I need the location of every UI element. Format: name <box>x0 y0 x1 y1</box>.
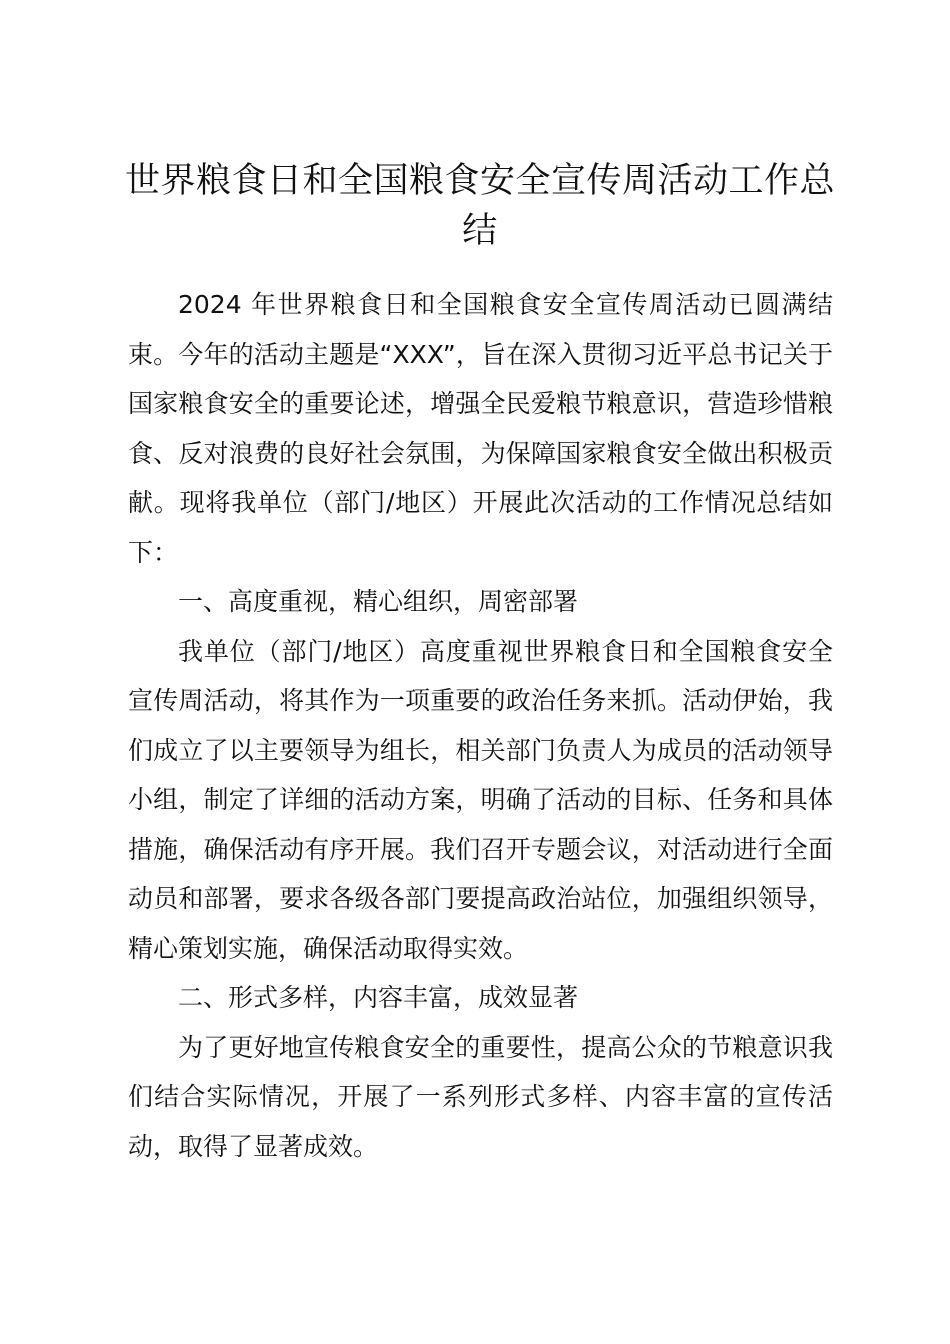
document-title: 世界粮食日和全国粮食安全宣传周活动工作总结 <box>124 161 835 251</box>
section-1-paragraph: 我单位（部门/地区）高度重视世界粮食日和全国粮食安全宣传周活动，将其作为一项重要的政治任务来抓。活动伊始，我们成立了以主要领导为组长，相关部门负责人为成员的活动领导小组，制定了详细的活动方案，明确了活动的目标、任务和具体措施，确保活动有序开展。我们召开专题会议，对活动进行全面动员和部署，要求各级各部门要提高政治站位，加强组织领导，精心策划实施，确保活动取得实效。 <box>128 636 833 963</box>
section-heading-1: 一、高度重视，精心组织，周密部署 <box>178 587 579 616</box>
document-body <box>128 280 833 1171</box>
section-heading-2: 二、形式多样，内容丰富，成效显著 <box>178 983 579 1012</box>
section-2-paragraph: 为了更好地宣传粮食安全的重要性，提高公众的节粮意识我们结合实际情况，开展了一系列形式多样、内容丰富的宣传活动，取得了显著成效。 <box>128 1032 833 1161</box>
intro-paragraph: 2024 年世界粮食日和全国粮食安全宣传周活动已圆满结束。今年的活动主题是“XXX”，旨在深入贯彻习近平总书记关于国家粮食安全的重要论述，增强全民爱粮节粮意识，营造珍惜粮食、反对浪费的良好社会氛围，为保障国家粮食安全做出积极贡献。现将我单位（部门/地区）开展此次活动的工作情况总结如下： <box>128 290 833 567</box>
